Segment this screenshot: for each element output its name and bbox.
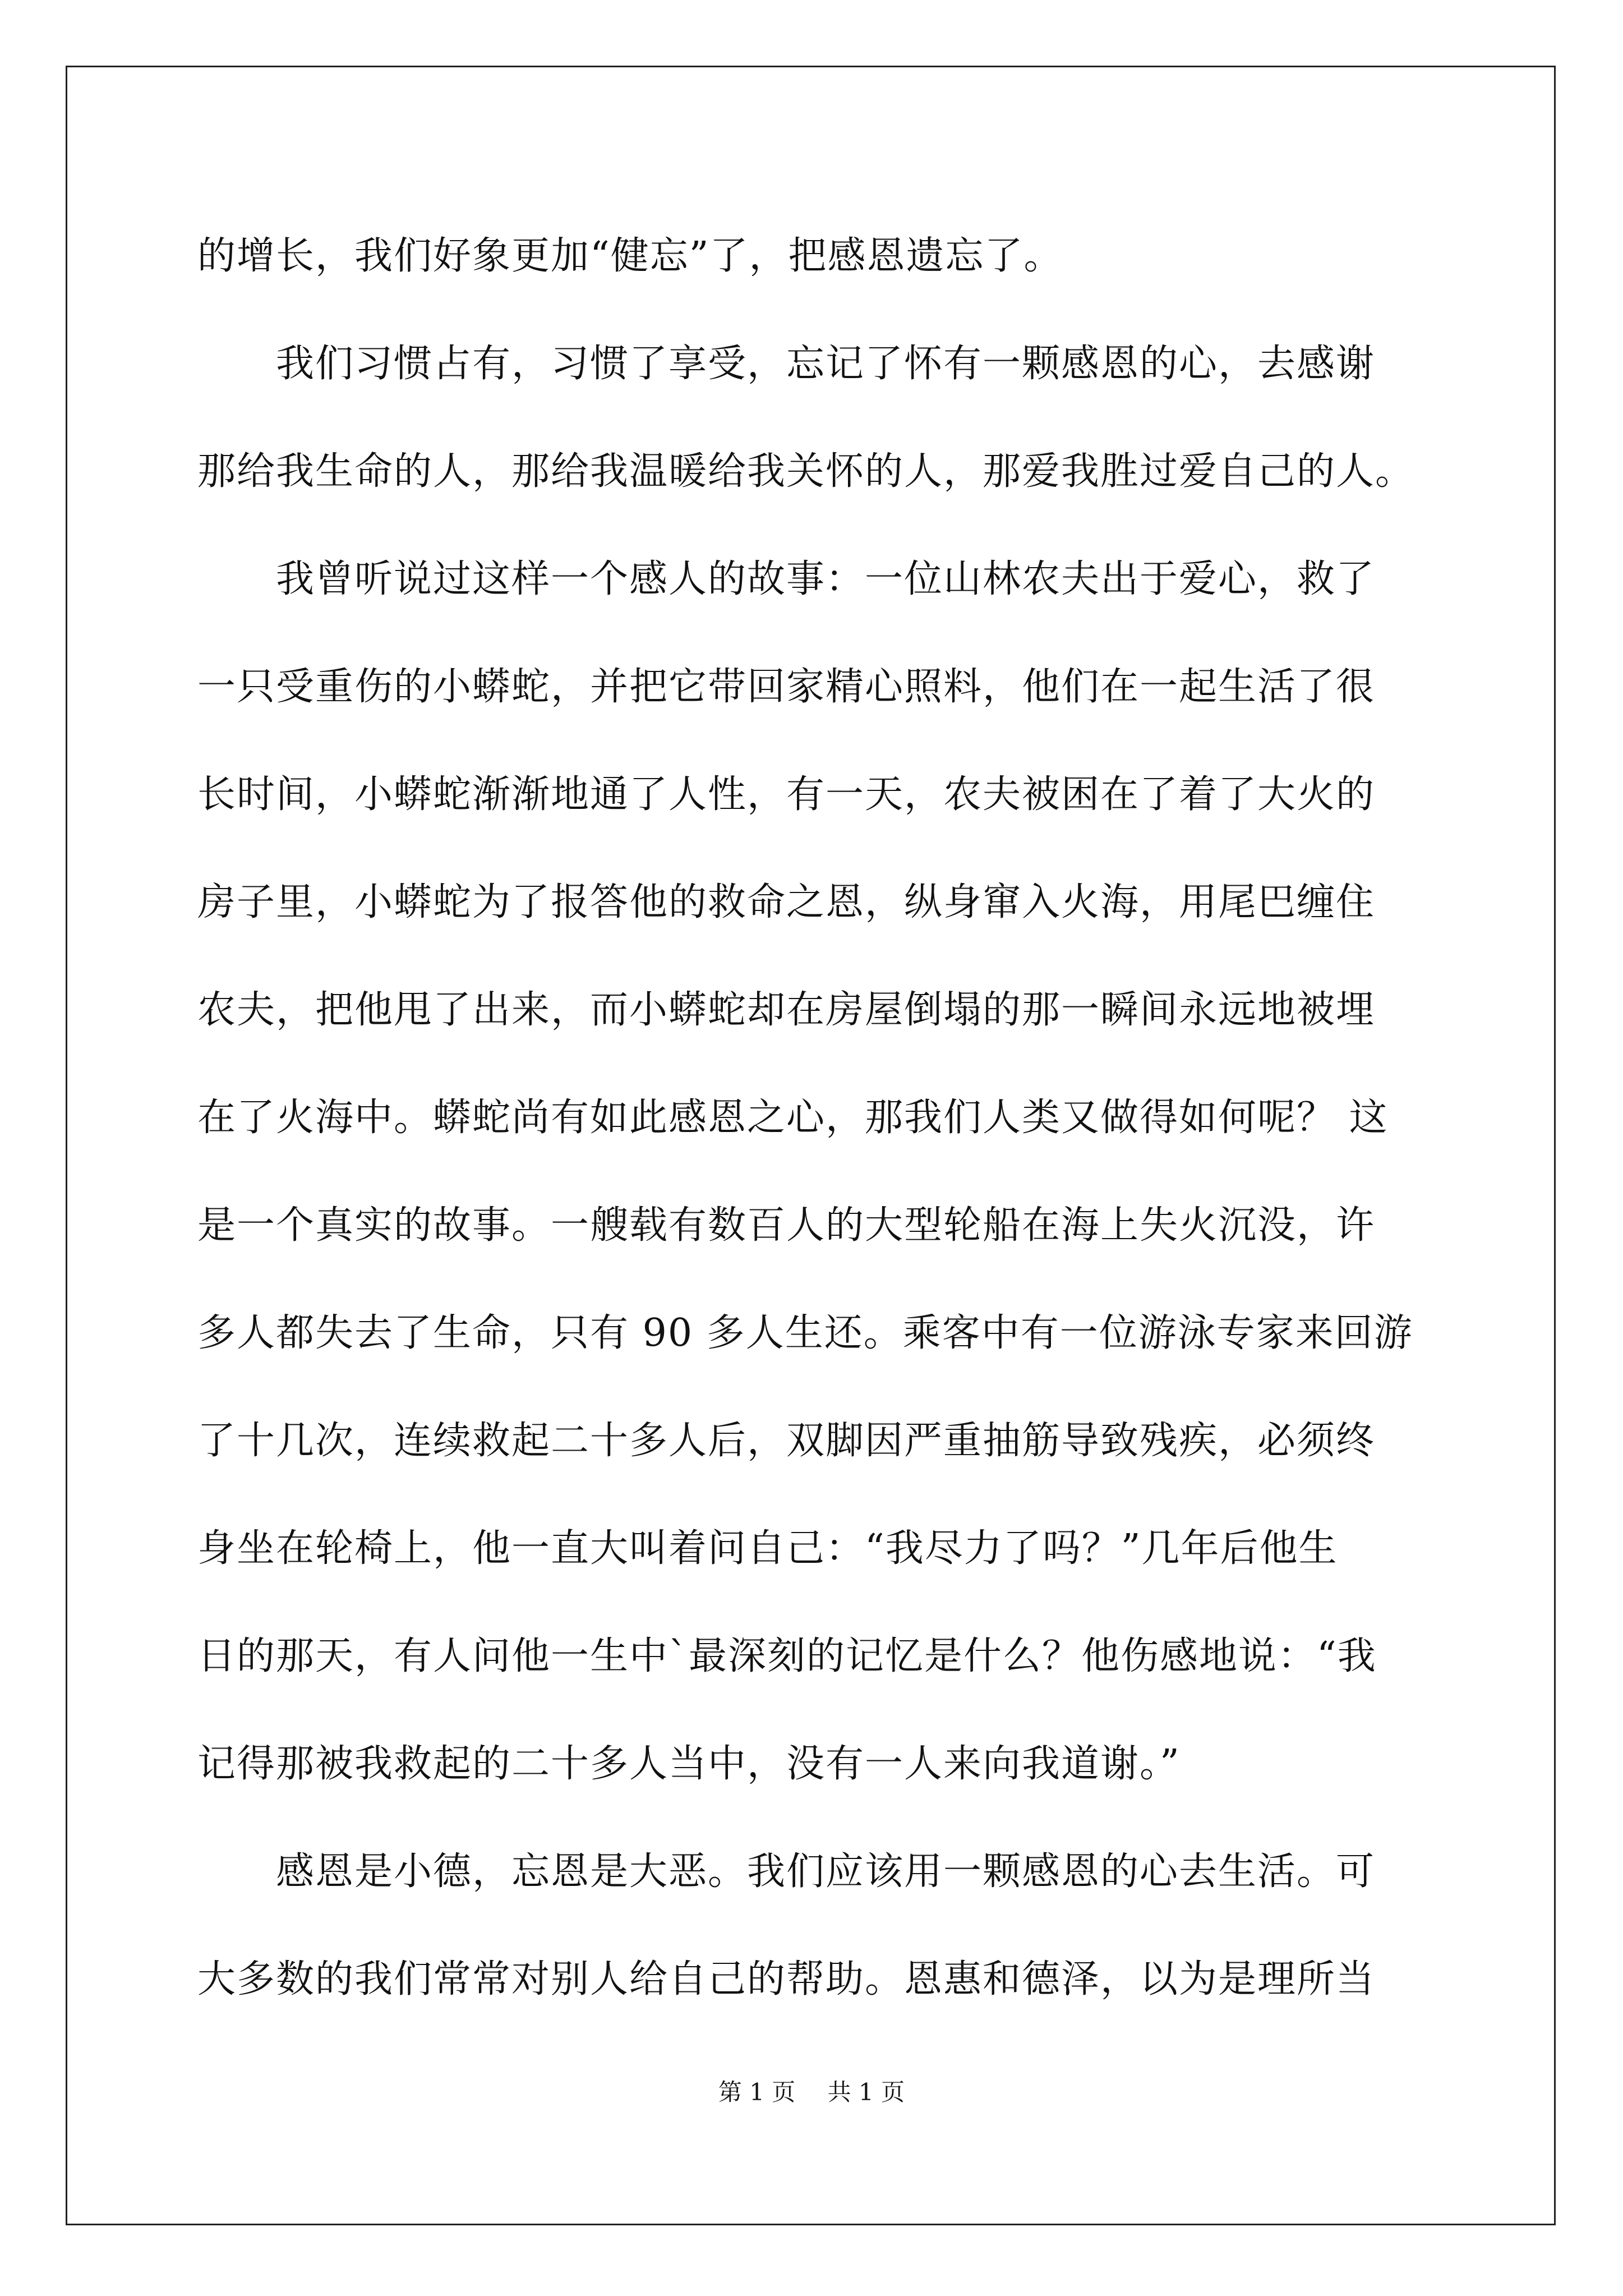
text-line: 在了火海中。蟒蛇尚有如此感恩之心，那我们人类又做得如何呢？ 这	[197, 1096, 1389, 1140]
text-line: 多人都失去了生命，只有 90 多人生还。乘客中有一位游泳专家来回游	[197, 1311, 1413, 1355]
text-line: 的增长，我们好象更加“健忘”了，把感恩遗忘了。	[197, 234, 1063, 278]
text-line: 记得那被我救起的二十多人当中，没有一人来向我道谢。”	[197, 1742, 1181, 1786]
page-footer	[0, 2076, 1623, 2109]
text-line: 感恩是小德，忘恩是大恶。我们应该用一颗感恩的心去生活。可	[197, 1849, 1376, 1894]
document-body	[197, 203, 1426, 2033]
text-line: 大多数的我们常常对别人给自己的帮助。恩惠和德泽，以为是理所当	[197, 1957, 1376, 2001]
text-line: 日的那天，有人问他一生中`最深刻的记忆是什么？他伤感地说：“我	[197, 1634, 1377, 1678]
page-number: 第 1 页	[718, 2078, 796, 2106]
text-line: 房子里，小蟒蛇为了报答他的救命之恩，纵身窜入火海，用尾巴缠住	[197, 880, 1376, 924]
text-line: 了十几次，连续救起二十多人后，双脚因严重抽筋导致残疾，必须终	[197, 1419, 1376, 1463]
text-line: 是一个真实的故事。一艘载有数百人的大型轮船在海上失火沉没，许	[197, 1203, 1376, 1248]
text-line: 长时间，小蟒蛇渐渐地通了人性，有一天，农夫被困在了着了大火的	[197, 772, 1376, 817]
text-line: 我们习惯占有，习惯了享受，忘记了怀有一颗感恩的心，去感谢	[197, 342, 1376, 386]
text-line: 我曾听说过这样一个感人的故事：一位山林农夫出于爱心，救了	[197, 557, 1376, 601]
text-line: 一只受重伤的小蟒蛇，并把它带回家精心照料，他们在一起生活了很	[197, 665, 1376, 709]
page-total: 共 1 页	[827, 2078, 905, 2106]
text-line: 农夫，把他甩了出来，而小蟒蛇却在房屋倒塌的那一瞬间永远地被埋	[197, 988, 1376, 1032]
text-line: 身坐在轮椅上，他一直大叫着问自己：“我尽力了吗？”几年后他生	[197, 1526, 1338, 1571]
text-line: 那给我生命的人，那给我温暖给我关怀的人，那爱我胜过爱自己的人。	[197, 449, 1415, 494]
